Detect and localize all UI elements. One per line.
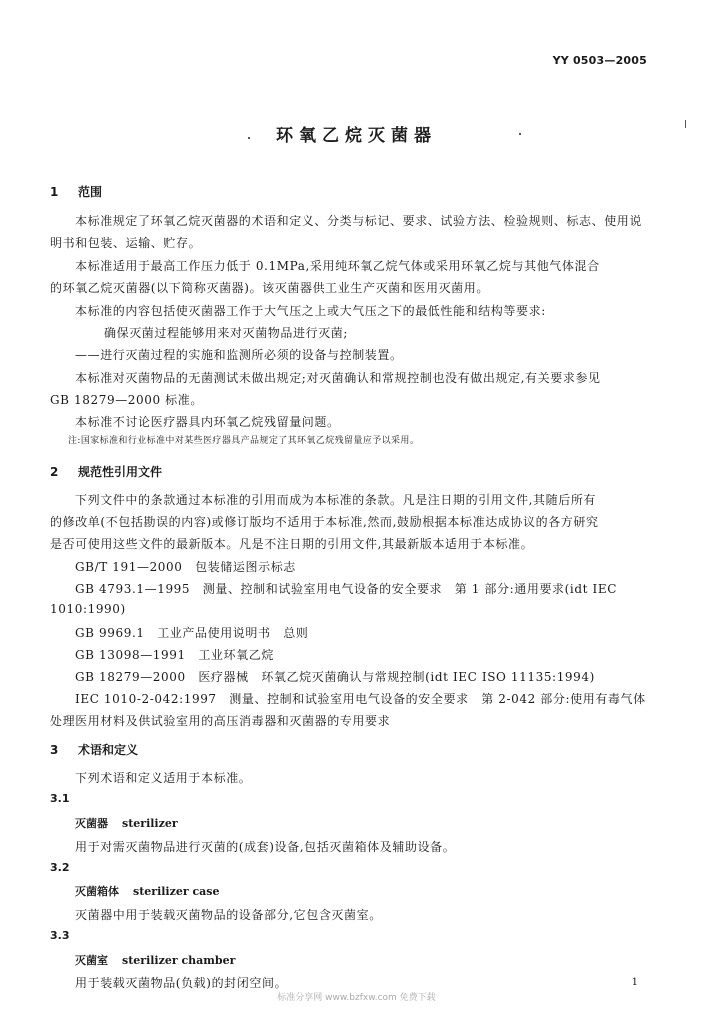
term-name xyxy=(75,815,178,831)
section-title: 范围 xyxy=(78,185,103,199)
s1-note: 注:国家标准和行业标准中对某些医疗器具产品规定了其环氧乙烷残留量应予以采用。 xyxy=(68,436,420,446)
section-1-heading xyxy=(50,183,102,200)
section-number: 1 xyxy=(50,185,59,199)
term-definition: 用于装载灭菌物品(负载)的封闭空间。 xyxy=(75,976,288,990)
s1-line-5: 本标准的内容包括使灭菌器工作于大气压之上或大气压之下的最低性能和结构等要求: xyxy=(75,304,546,318)
scan-speck xyxy=(685,120,686,128)
section-number: 3 xyxy=(50,743,59,757)
term-number: 3.1 xyxy=(50,792,70,805)
term-name-en: sterilizer chamber xyxy=(122,954,236,967)
s2-ref-2-cont: 1010:1990) xyxy=(50,602,126,616)
watermark: 标准分享网 www.bzfxw.com 免费下载 xyxy=(277,993,436,1003)
s1-line-9: GB 18279—2000 标准。 xyxy=(50,393,203,407)
term-number: 3.2 xyxy=(50,861,70,874)
section-title: 规范性引用文件 xyxy=(78,465,163,479)
term-name-zh: 灭菌室 xyxy=(75,954,108,967)
s1-line-2: 明书和包装、运输、贮存。 xyxy=(50,236,202,250)
term-name-en: sterilizer xyxy=(122,817,178,830)
s1-line-6: 确保灭菌过程能够用来对灭菌物品进行灭菌; xyxy=(104,326,349,340)
s2-line-2: 的修改单(不包括勘误的内容)或修订版均不适用于本标准,然而,鼓励根据本标准达成协议的各方研究 xyxy=(50,515,599,529)
scan-speck xyxy=(519,133,521,135)
term-name-en: sterilizer case xyxy=(133,885,220,898)
s2-ref-4: GB 13098—1991 工业环氧乙烷 xyxy=(75,648,274,662)
document-title: 环氧乙烷灭菌器 xyxy=(276,126,437,146)
scan-speck xyxy=(248,137,250,139)
term-name xyxy=(75,883,220,899)
s2-line-1: 下列文件中的条款通过本标准的引用而成为本标准的条款。凡是注日期的引用文件,其随后所有 xyxy=(75,493,597,507)
s2-ref-6: IEC 1010-2-042:1997 测量、控制和试验室用电气设备的安全要求 第 2-042 部分:使用有毒气体 xyxy=(75,692,646,706)
s2-ref-6-cont: 处理医用材料及供试验室用的高压消毒器和灭菌器的专用要求 xyxy=(50,714,391,728)
term-name-zh: 灭菌器 xyxy=(75,817,108,830)
s3-intro: 下列术语和定义适用于本标准。 xyxy=(75,771,252,785)
term-number: 3.3 xyxy=(50,929,70,942)
s1-line-3: 本标准适用于最高工作压力低于 0.1MPa,采用纯环氧乙烷气体或采用环氧乙烷与其他气体混合 xyxy=(75,259,600,273)
term-name xyxy=(75,952,235,968)
term-definition: 用于对需灭菌物品进行灭菌的(成套)设备,包括灭菌箱体及辅助设备。 xyxy=(75,840,456,854)
section-3-heading xyxy=(50,741,138,758)
s2-ref-1: GB/T 191—2000 包装储运图示标志 xyxy=(75,560,296,574)
s1-line-10: 本标准不讨论医疗器具内环氧乙烷残留量问题。 xyxy=(75,415,340,429)
s2-ref-3: GB 9969.1 工业产品使用说明书 总则 xyxy=(75,626,309,640)
section-number: 2 xyxy=(50,465,59,479)
term-name-zh: 灭菌箱体 xyxy=(75,885,119,898)
s1-line-7: ——进行灭菌过程的实施和监测所必须的设备与控制装置。 xyxy=(75,348,403,362)
s1-line-1: 本标准规定了环氧乙烷灭菌器的术语和定义、分类与标记、要求、试验方法、检验规则、标志、使用说 xyxy=(75,214,643,228)
term-definition: 灭菌器中用于装载灭菌物品的设备部分,它包含灭菌室。 xyxy=(75,908,382,922)
s2-line-3: 是否可使用这些文件的最新版本。凡是不注日期的引用文件,其最新版本适用于本标准。 xyxy=(50,537,534,551)
standard-number: YY 0503—2005 xyxy=(552,54,647,67)
section-2-heading xyxy=(50,463,162,480)
s2-ref-2: GB 4793.1—1995 测量、控制和试验室用电气设备的安全要求 第 1 部分:通用要求(idt IEC xyxy=(75,582,617,596)
section-title: 术语和定义 xyxy=(78,743,139,757)
page-number: 1 xyxy=(631,977,638,988)
s1-line-4: 的环氧乙烷灭菌器(以下简称灭菌器)。该灭菌器供工业生产灭菌和医用灭菌用。 xyxy=(50,281,489,295)
s2-ref-5: GB 18279—2000 医疗器械 环氧乙烷灭菌确认与常规控制(idt IEC ISO 11135:1994) xyxy=(75,670,595,684)
s1-line-8: 本标准对灭菌物品的无菌测试未做出规定;对灭菌确认和常规控制也没有做出规定,有关要求参见 xyxy=(75,371,601,385)
